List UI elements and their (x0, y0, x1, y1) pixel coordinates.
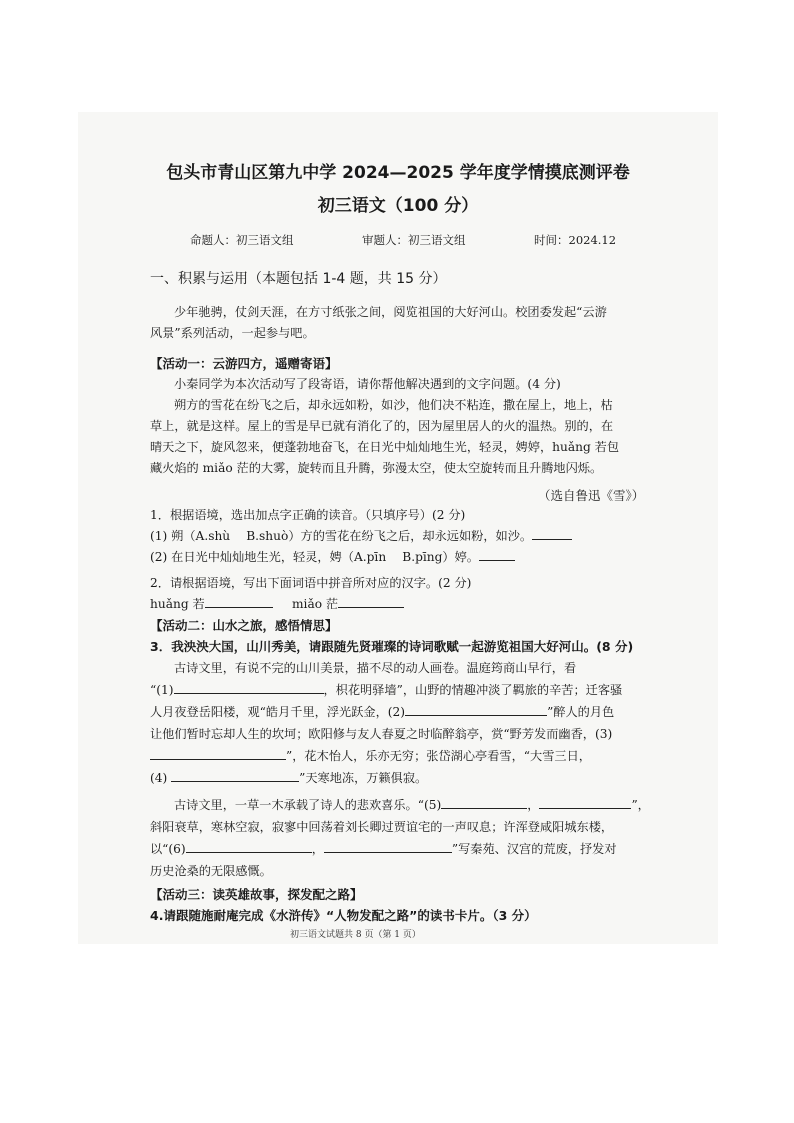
activity3-heading: 【活动三：读英雄故事，探发配之路】 (150, 887, 363, 902)
passage-line-3: 晴天之下，旋风忽来，便蓬勃地奋飞，在日光中灿灿地生光，轻灵，娉婷，huǎng 若包 (150, 440, 620, 454)
q3-blank-label-6: 以“(6) (150, 842, 186, 856)
setter-info: 命题人：初三语文组 (190, 233, 294, 247)
q3-line-5 (150, 746, 591, 767)
q3-text: ”写秦苑、汉宫的荒废，抒发对 (451, 842, 617, 856)
q3-line-6 (150, 768, 427, 789)
answer-blank[interactable] (171, 768, 299, 782)
q3-line-3 (150, 702, 614, 723)
q3-text: ”， (631, 798, 650, 812)
q3-line-8: 斜阳衰草，寒林空寂，寂寥中回荡着刘长卿过贾谊宅的一声叹息；许浑登咸阳城东楼， (150, 820, 614, 834)
passage-source: （选自鲁迅《雪》） (538, 488, 645, 503)
q2-word-2-text: miǎo 茫 (292, 597, 339, 611)
q2-word-1-text: huǎng 若 (150, 597, 205, 611)
answer-blank[interactable] (405, 702, 547, 716)
q3-text: ”醉人的月色 (547, 705, 615, 719)
answer-blank[interactable] (174, 680, 324, 694)
q1-item-1-text: (1) 朔（A.shù B.shuò）方的雪花在纷飞之后，却永远如粉，如沙。 (150, 529, 533, 543)
intro-line-2: 风景”系列活动，一起参与吧。 (150, 326, 315, 340)
q3-line-7 (174, 795, 650, 816)
passage-line-4: 藏火焰的 miǎo 茫的大雾，旋转而且升腾，弥漫太空，使太空旋转而且升腾地闪烁。 (150, 461, 603, 475)
q3-text: 人月夜登岳阳楼，观“皓月千里，浮光跃金，(2) (150, 705, 406, 719)
answer-blank[interactable] (532, 526, 572, 540)
answer-blank[interactable] (539, 795, 631, 809)
q1-item-2-text: (2) 在日光中灿灿地生光，轻灵，娉（A.pīn B.pīng）婷。 (150, 550, 479, 564)
q3-text: ”天寒地冻，万籁俱寂。 (299, 771, 428, 785)
q3-stem: 3．我泱泱大国，山川秀美，请跟随先贤璀璨的诗词歌赋一起游览祖国大好河山。(8 分) (150, 639, 634, 654)
answer-blank[interactable] (441, 795, 527, 809)
q3-blank-label-5: 古诗文里，一草一木承载了诗人的悲欢喜乐。“(5) (174, 798, 442, 812)
exam-subtitle: 初三语文（100 分） (317, 196, 479, 216)
q3-text: ， (527, 798, 540, 812)
answer-blank[interactable] (479, 547, 515, 561)
q3-line-9 (150, 839, 617, 860)
answer-blank[interactable] (150, 746, 286, 760)
q2-word-1 (150, 594, 273, 615)
q1-stem: 1．根据语境，选出加点字正确的读音。（只填序号）(2 分) (150, 508, 466, 522)
reviewer-info: 审题人：初三语文组 (362, 233, 466, 247)
q3-text: ， (311, 842, 324, 856)
activity1-prompt: 小秦同学为本次活动写了段寄语，请你帮他解决遇到的文字问题。(4 分) (174, 377, 561, 391)
answer-blank[interactable] (324, 839, 452, 853)
answer-blank[interactable] (338, 594, 404, 608)
q3-text: ”，花木怡人，乐亦无穷；张岱湖心亭看雪，“大雪三日， (286, 749, 591, 763)
exam-title: 包头市青山区第九中学 2024—2025 学年度学情摸底测评卷 (166, 163, 630, 183)
passage-line-2: 草上，就是这样。屋上的雪是早已就有消化了的，因为屋里居人的火的温热。别的，在 (150, 419, 614, 433)
q2-stem: 2．请根据语境，写出下面词语中拼音所对应的汉字。(2 分) (150, 576, 472, 590)
intro-line-1: 少年驰骋，仗剑天涯，在方寸纸张之间，阅览祖国的大好河山。校团委发起“云游 (174, 305, 607, 319)
q2-word-2 (292, 594, 404, 615)
section-heading: 一、积累与运用（本题包括 1-4 题，共 15 分） (150, 271, 447, 287)
scanned-page (78, 112, 718, 944)
q1-item-2 (150, 547, 515, 568)
q4-stem: 4.请跟随施耐庵完成《水浒传》“人物发配之路”的读书卡片。（3 分） (150, 908, 537, 923)
q3-blank-label-1: “(1) (150, 683, 174, 697)
q3-text: ，枳花明驿墙”，山野的情趣冲淡了羁旅的辛苦；迁客骚 (323, 683, 623, 697)
exam-time: 时间：2024.12 (534, 233, 617, 247)
q3-line-1: 古诗文里，有说不完的山川美景，描不尽的动人画卷。温庭筠商山早行，看 (174, 661, 577, 675)
passage-line-1: 朔方的雪花在纷飞之后，却永远如粉，如沙，他们决不粘连，撒在屋上，地上，枯 (174, 398, 613, 412)
q1-item-1 (150, 526, 572, 547)
page-footer: 初三语文试题共 8 页（第 1 页） (290, 930, 421, 940)
q3-line-2 (150, 680, 622, 701)
answer-blank[interactable] (186, 839, 312, 853)
q3-line-10: 历史沧桑的无限感慨。 (150, 864, 272, 878)
q3-blank-label-4: (4) (150, 771, 168, 785)
activity2-heading: 【活动二：山水之旅，感悟情思】 (150, 618, 338, 633)
q3-line-4: 让他们暂时忘却人生的坎坷；欧阳修与友人春夏之时临醉翁亭，赏“野芳发而幽香，(3) (150, 727, 613, 741)
answer-blank[interactable] (205, 594, 273, 608)
activity1-heading: 【活动一：云游四方，遥赠寄语】 (150, 356, 338, 371)
